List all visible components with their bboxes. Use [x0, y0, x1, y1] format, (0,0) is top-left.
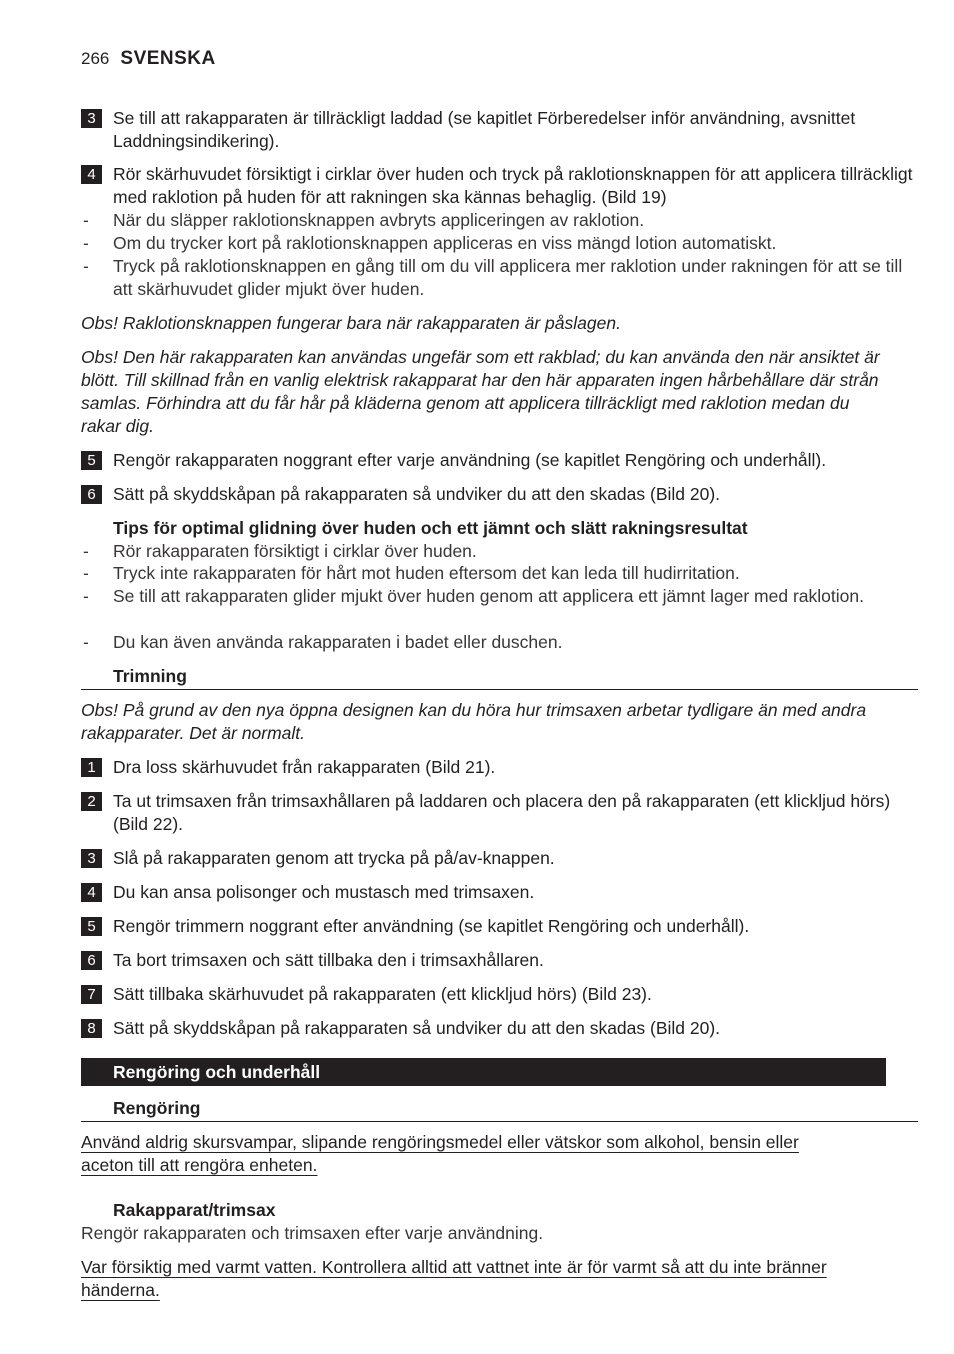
page-header	[81, 48, 216, 70]
step-number: 4	[81, 883, 102, 902]
list-item	[81, 255, 918, 301]
step-text: Slå på rakapparaten genom att trycka på på/av-knappen.	[113, 848, 555, 868]
step-item	[81, 915, 918, 938]
step-number: 2	[81, 792, 102, 811]
dash-marker: -	[83, 233, 89, 253]
section-bar	[81, 1058, 886, 1086]
step-number: 6	[81, 485, 102, 504]
step-number: 3	[81, 849, 102, 868]
note-text: Obs! På grund av den nya öppna designen kan du höra hur trimsaxen arbetar tydligare än med andra rakapparater. Det är normalt.	[81, 700, 867, 743]
shaver-heading: Rakapparat/trimsax	[113, 1200, 276, 1220]
step-item	[81, 483, 918, 506]
step-item	[81, 881, 918, 904]
dash-marker: -	[83, 256, 89, 276]
step-number: 8	[81, 1019, 102, 1038]
step-number: 5	[81, 451, 102, 470]
step-item	[81, 1017, 918, 1040]
dash-marker: -	[83, 632, 89, 652]
tips-heading: Tips för optimal glidning över huden och ett jämnt och slätt rakningsresultat	[113, 518, 748, 538]
step-item	[81, 949, 918, 972]
step-number: 6	[81, 951, 102, 970]
step-number: 5	[81, 917, 102, 936]
step-text: Ta ut trimsaxen från trimsaxhållaren på laddaren och placera den på rakapparaten (ett klickljud hörs) (Bild 22).	[113, 791, 891, 834]
list-item	[81, 209, 918, 232]
water-warning-text: Var försiktig med varmt vatten. Kontrollera alltid att vattnet inte är för varmt så att du inte bränner händerna.	[81, 1257, 827, 1300]
list-item	[81, 585, 918, 608]
list-item-text: Du kan även använda rakapparaten i badet eller duschen.	[113, 632, 563, 652]
step-text: Sätt på skyddskåpan på rakapparaten så undviker du att den skadas (Bild 20).	[113, 1018, 721, 1038]
list-item	[81, 232, 918, 255]
page-number: 266	[81, 49, 110, 68]
step-item	[81, 983, 918, 1006]
note-text: Obs! Raklotionsknappen fungerar bara när rakapparaten är påslagen.	[81, 313, 621, 333]
step-text: Sätt tillbaka skärhuvudet på rakapparaten (ett klickljud hörs) (Bild 23).	[113, 984, 652, 1004]
dash-marker: -	[83, 586, 89, 606]
step-text: Rengör trimmern noggrant efter användning (se kapitlet Rengöring och underhåll).	[113, 916, 750, 936]
step-item	[81, 790, 918, 836]
dash-marker: -	[83, 210, 89, 230]
step-number: 1	[81, 758, 102, 777]
step-number: 7	[81, 985, 102, 1004]
cleaning-warning-text: Använd aldrig skursvampar, slipande rengöringsmedel eller vätskor som alkohol, bensin eller aceton till att rengöra enheten.	[81, 1132, 799, 1175]
language-heading: SVENSKA	[120, 48, 216, 69]
step-item	[81, 163, 918, 209]
dash-marker: -	[83, 563, 89, 583]
list-item-text: Rör rakapparaten försiktigt i cirklar över huden.	[113, 541, 477, 561]
step-item	[81, 107, 918, 153]
list-item-text: Tryck på raklotionsknappen en gång till om du vill applicera mer raklotion under rakningen för att se till att skärhuvudet glider mjukt över huden.	[113, 256, 903, 299]
list-item	[81, 631, 918, 654]
step-item	[81, 847, 918, 870]
section-bar-title: Rengöring och underhåll	[113, 1062, 321, 1082]
step-text: Du kan ansa polisonger och mustasch med trimsaxen.	[113, 882, 535, 902]
step-text: Dra loss skärhuvudet från rakapparaten (Bild 21).	[113, 757, 496, 777]
cleaning-warning	[81, 1131, 841, 1177]
list-item	[81, 562, 918, 585]
step-text: Rör skärhuvudet försiktigt i cirklar över huden och tryck på raklotionsknappen för att applicera tillräckligt med raklotion på huden för att rakningen ska kännas behaglig. (Bild 19)	[113, 164, 913, 207]
step-text: Ta bort trimsaxen och sätt tillbaka den i trimsaxhållaren.	[113, 950, 544, 970]
dash-marker: -	[83, 541, 89, 561]
section-heading-cleaning: Rengöring	[81, 1097, 918, 1122]
list-item-text: Tryck inte rakapparaten för hårt mot huden eftersom det kan leda till hudirritation.	[113, 563, 740, 583]
step-number: 3	[81, 109, 102, 128]
step-item	[81, 756, 918, 779]
section-heading-trimming: Trimning	[81, 665, 918, 690]
step-text: Sätt på skyddskåpan på rakapparaten så undviker du att den skadas (Bild 20).	[113, 484, 721, 504]
step-text: Se till att rakapparaten är tillräckligt laddad (se kapitlet Förberedelser inför användning, avsnittet Laddningsindikering).	[113, 108, 856, 151]
step-text: Rengör rakapparaten noggrant efter varje användning (se kapitlet Rengöring och underhåll).	[113, 450, 827, 470]
list-item-text: När du släpper raklotionsknappen avbryts appliceringen av raklotion.	[113, 210, 645, 230]
water-warning	[81, 1256, 841, 1302]
list-item-text: Se till att rakapparaten glider mjukt över huden genom att applicera ett jämnt lager med raklotion.	[113, 586, 864, 606]
list-item-text: Om du trycker kort på raklotionsknappen appliceras en viss mängd lotion automatiskt.	[113, 233, 777, 253]
note-text: Obs! Den här rakapparaten kan användas ungefär som ett rakblad; du kan använda den när ansiktet är blött. Till skillnad från en vanlig elektrisk rakapparat har den här apparaten ingen hårbehållare där strån samlas. Förhindra att du får hår på kläderna genom att applicera tillräckligt med raklotion medan du rakar dig.	[81, 347, 880, 436]
list-item	[81, 540, 918, 563]
step-item	[81, 449, 918, 472]
shaver-text: Rengör rakapparaten och trimsaxen efter varje användning.	[81, 1223, 544, 1243]
step-number: 4	[81, 165, 102, 184]
